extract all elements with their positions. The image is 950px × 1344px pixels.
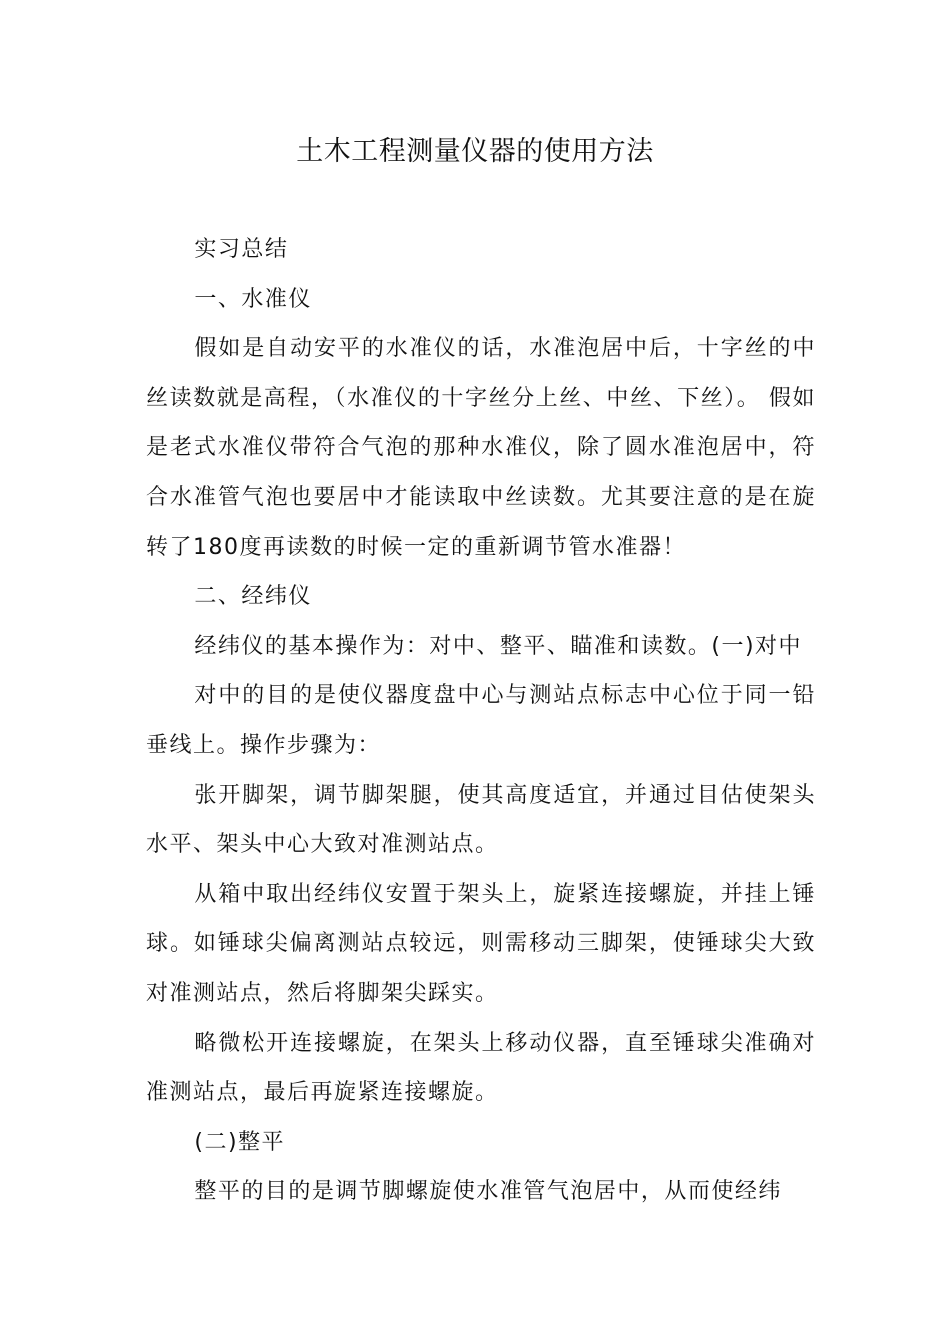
document-body — [146, 225, 816, 1217]
paragraph-fine-centering: 略微松开连接螺旋，在架头上移动仪器，直至锤球尖准确对准测站点，最后再旋紧连接螺旋。 — [146, 1030, 816, 1106]
paragraph-mount-instrument: 从箱中取出经纬仪安置于架头上，旋紧连接螺旋，并挂上锤球。如锤球尖偏离测站点较远，则需移动三脚架，使锤球尖大致对准测站点，然后将脚架尖踩实。 — [146, 881, 816, 1006]
section-level-heading: 一、水准仪 — [194, 286, 312, 312]
section-theodolite-heading: 二、经纬仪 — [194, 584, 312, 610]
document-title: 土木工程测量仪器的使用方法 — [296, 136, 654, 167]
paragraph-centering-purpose: 对中的目的是使仪器度盘中心与测站点标志中心位于同一铅垂线上。操作步骤为： — [146, 683, 816, 758]
section-summary-heading: 实习总结 — [194, 237, 289, 262]
paragraph-level-usage: 假如是自动安平的水准仪的话，水准泡居中后，十字丝的中丝读数就是高程，（水准仪的十字丝分上丝、中丝、下丝）。 假如是老式水准仪带符合气泡的那种水准仪，除了圆水准泡居中，符合水准管气泡也要居中才能读取中丝读数。尤其要注意的是在旋转了180度再读数的时候一定的重新调节管水准器！ — [146, 336, 816, 560]
paragraph-leveling-purpose: 整平的目的是调节脚螺旋使水准管气泡居中，从而使经纬 — [194, 1179, 782, 1205]
paragraph-tripod-setup: 张开脚架，调节脚架腿，使其高度适宜，并通过目估使架头水平、架头中心大致对准测站点。 — [146, 782, 816, 858]
section-leveling-heading: (二)整平 — [194, 1129, 286, 1155]
paragraph-theodolite-basics: 经纬仪的基本操作为：对中、整平、瞄准和读数。(一)对中 — [194, 633, 803, 659]
